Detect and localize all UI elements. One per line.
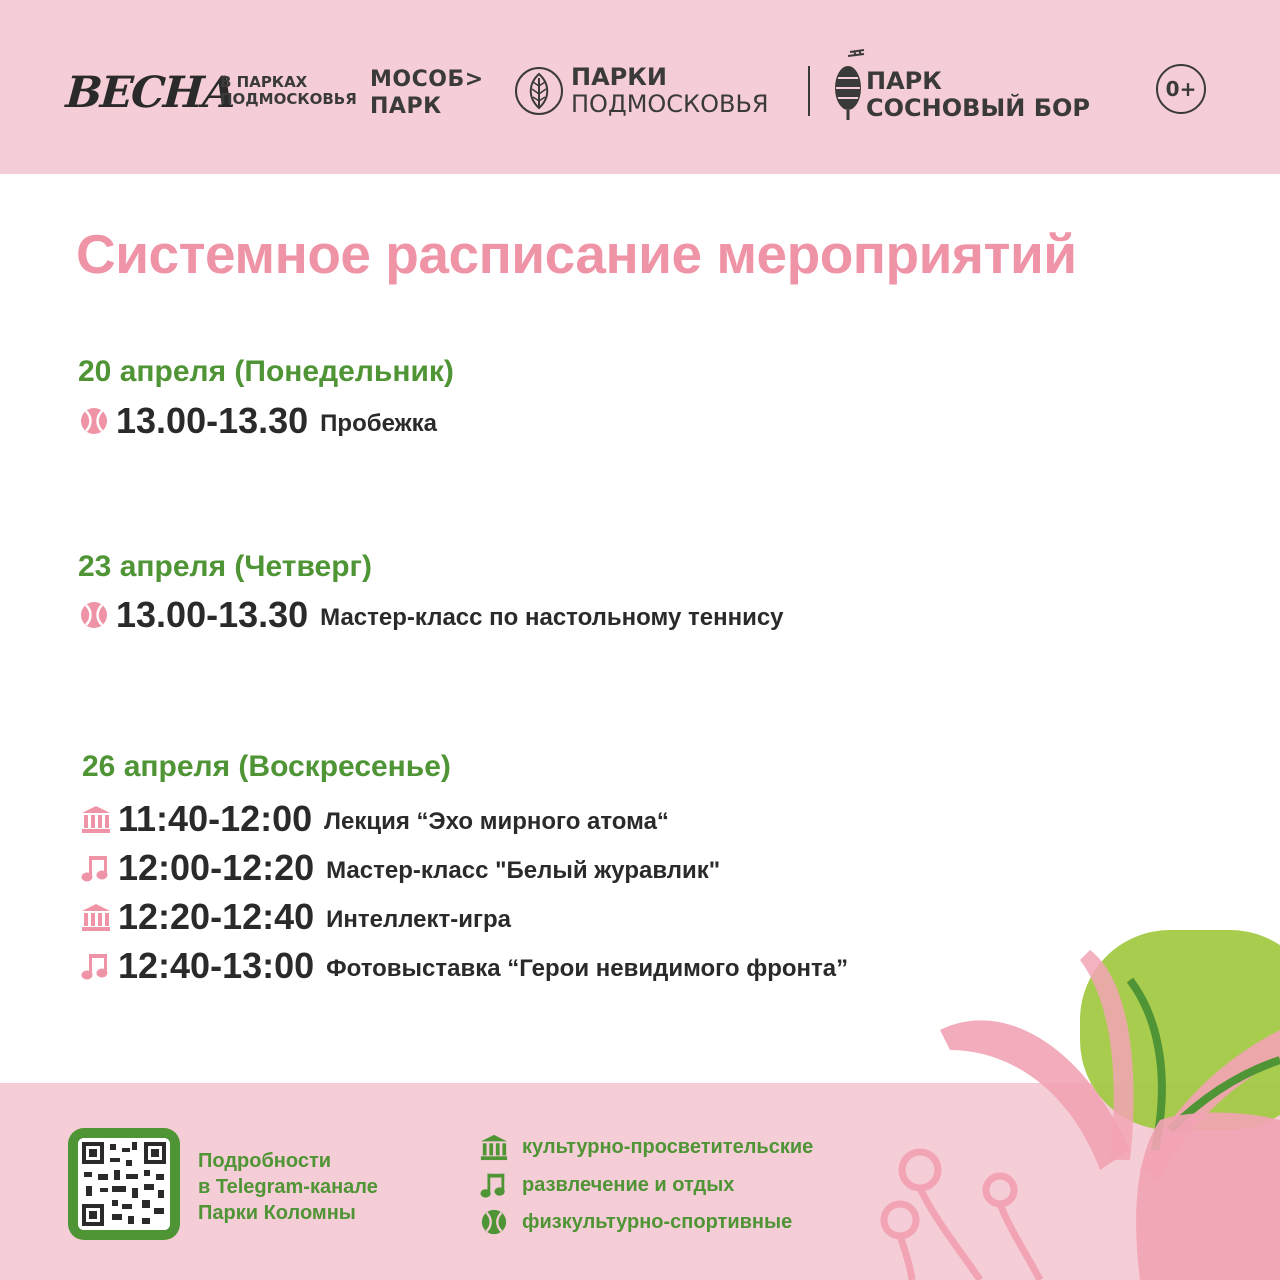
tennis-ball-icon bbox=[78, 405, 110, 437]
header-banner bbox=[0, 0, 1280, 174]
event-time: 12:20-12:40 bbox=[118, 896, 315, 937]
telegram-line-3: Парки Коломны bbox=[198, 1202, 356, 1224]
event-time: 11:40-12:00 bbox=[118, 798, 313, 839]
leaf-emblem-icon bbox=[514, 66, 564, 116]
sosnovy-bor-logo bbox=[866, 68, 1090, 122]
event-name: Интеллект-игра bbox=[326, 906, 512, 933]
event-name: Мастер-класс по настольному теннису bbox=[320, 604, 784, 631]
logo-divider bbox=[808, 66, 810, 116]
museum-icon bbox=[478, 1132, 510, 1162]
parki-line-2: ПОДМОСКОВЬЯ bbox=[571, 90, 769, 118]
legend-item-sports bbox=[478, 1207, 792, 1237]
day-date: 26 апреля (Воскресенье) bbox=[82, 750, 451, 783]
event-name: Мастер-класс "Белый журавлик" bbox=[326, 857, 721, 884]
telegram-line-1: Подробности bbox=[198, 1150, 332, 1172]
music-note-icon bbox=[478, 1170, 510, 1200]
event-name: Фотовыставка “Герои невидимого фронта” bbox=[326, 955, 849, 982]
event-name: Лекция “Эхо мирного атома“ bbox=[324, 808, 669, 835]
event-row bbox=[78, 400, 437, 442]
event-time: 12:40-13:00 bbox=[118, 945, 315, 986]
museum-icon bbox=[80, 901, 112, 933]
floral-decoration bbox=[840, 920, 1280, 1280]
legend-label: культурно-просветительские bbox=[522, 1135, 814, 1158]
vesna-logo: ВЕСНА bbox=[64, 68, 237, 118]
telegram-line-2: в Telegram-канале bbox=[198, 1176, 378, 1198]
event-time: 13.00-13.30 bbox=[116, 594, 309, 635]
legend-label: развлечение и отдых bbox=[522, 1173, 735, 1196]
day-date: 20 апреля (Понедельник) bbox=[78, 355, 454, 388]
page-title: Системное расписание мероприятий bbox=[76, 223, 1077, 285]
parki-podmoskovya-logo bbox=[571, 64, 769, 118]
legend-item-cultural bbox=[478, 1132, 813, 1162]
music-note-icon bbox=[80, 950, 112, 982]
tennis-ball-icon bbox=[478, 1207, 510, 1237]
museum-icon bbox=[80, 803, 112, 835]
telegram-qr-code[interactable] bbox=[68, 1128, 180, 1240]
bor-line-2: СОСНОВЫЙ БОР bbox=[866, 94, 1091, 122]
qr-code-icon bbox=[78, 1138, 170, 1230]
parki-line-1: ПАРКИ bbox=[571, 63, 667, 91]
event-time: 13.00-13.30 bbox=[116, 400, 309, 441]
pine-cone-icon bbox=[830, 48, 868, 122]
legend-label: физкультурно-спортивные bbox=[522, 1210, 793, 1233]
bor-line-1: ПАРК bbox=[866, 67, 942, 95]
mosob-line-1: МОСОБ> bbox=[370, 67, 484, 92]
legend-item-leisure bbox=[478, 1170, 734, 1200]
mosobpark-logo bbox=[370, 66, 484, 120]
telegram-info bbox=[198, 1148, 378, 1226]
event-row bbox=[78, 594, 784, 636]
vesna-logo-subtitle bbox=[220, 74, 357, 108]
mosob-line-2: ПАРК bbox=[370, 94, 442, 119]
vesna-sub-line-1: В ПАРКАХ bbox=[220, 73, 308, 91]
tennis-ball-icon bbox=[78, 599, 110, 631]
event-row bbox=[80, 945, 848, 987]
event-name: Пробежка bbox=[320, 410, 437, 437]
music-note-icon bbox=[80, 852, 112, 884]
age-rating-badge: 0+ bbox=[1156, 64, 1206, 114]
event-row bbox=[80, 896, 511, 938]
day-date: 23 апреля (Четверг) bbox=[78, 550, 373, 583]
event-row bbox=[80, 847, 720, 889]
event-time: 12:00-12:20 bbox=[118, 847, 315, 888]
event-row bbox=[80, 798, 669, 840]
vesna-sub-line-2: ПОДМОСКОВЬЯ bbox=[220, 90, 357, 108]
